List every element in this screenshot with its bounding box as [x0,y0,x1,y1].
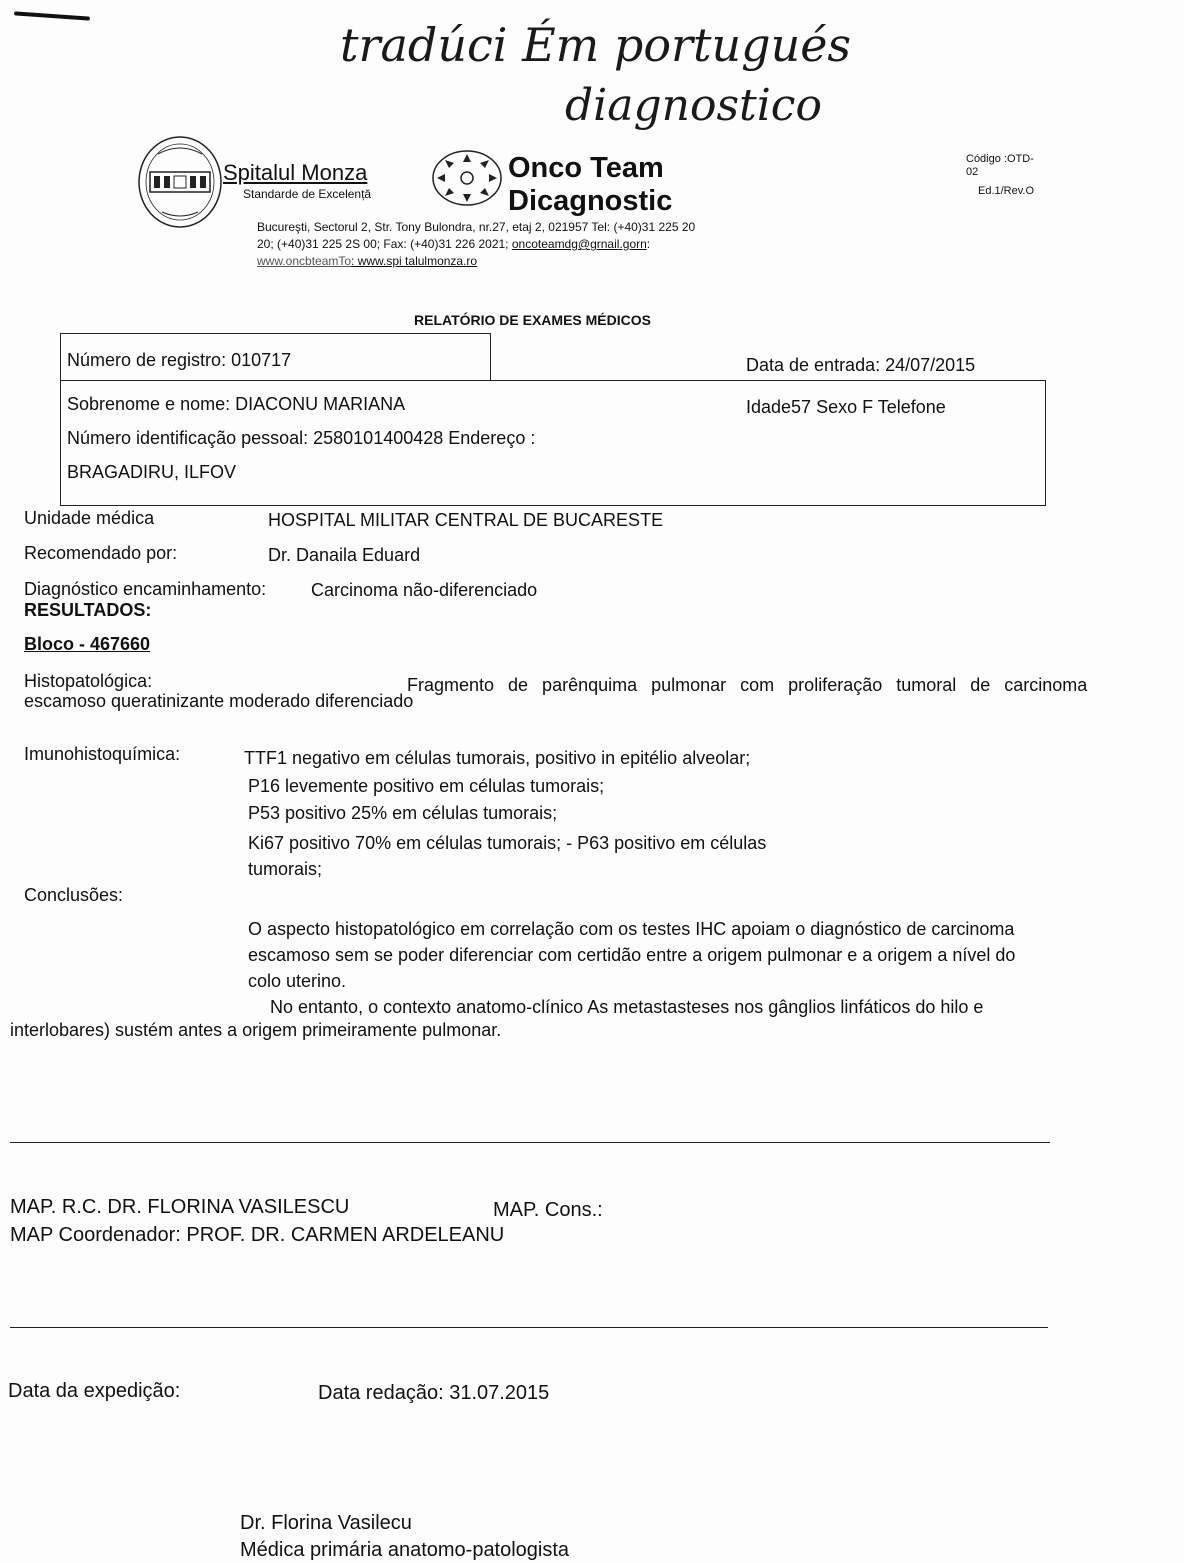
histopathology-label: Histopatológica: [24,671,153,691]
address-phones: 20; (+40)31 225 2S 00; Fax: (+40)31 226 2021; [257,237,512,251]
pen-mark [14,11,90,20]
conclusion-line: escamoso sem se poder diferenciar com certidão entre a origem pulmonar e a origem a nível do [248,945,1016,965]
medical-unit-label: Unidade médica [24,508,155,528]
recommended-by-label: Recomendado por: [24,543,178,563]
website-link-2[interactable]: : www.spi talulmonza.ro [351,254,478,268]
conclusion-line: colo uterino. [248,971,347,991]
address-line3 [257,254,477,268]
signing-doctor-title: Médica primária anatomo-patologista [240,1539,570,1561]
conclusions-label: Conclusões: [24,885,124,905]
dispatch-date-label: Data da expedição: [8,1380,181,1402]
block-number: Bloco - 467660 [24,634,151,654]
handwritten-note-line1: tradúci Ém portugués [340,18,852,72]
map-coordinator: MAP Coordenador: PROF. DR. CARMEN ARDELEANU [10,1224,505,1246]
hospital-name: Spitalul Monza [223,160,368,185]
patient-id-address: Número identificação pessoal: 2580101400428 Endereço : [67,428,536,448]
ihc-line: P53 positivo 25% em células tumorais; [248,803,558,823]
document-edition: Ed.1/Rev.O [978,185,1035,197]
website-link-1[interactable]: www.oncbteamTo [257,254,352,268]
registration-number: Número de registro: 010717 [67,350,292,370]
hospital-tagline: Standarde de Excelență [243,187,372,201]
referral-diagnosis-label: Diagnóstico encaminhamento: [24,579,267,599]
conclusion-line: No entanto, o contexto anatomo-clínico As metastasteses nos gânglios linfáticos do hilo e [270,997,984,1017]
patient-name: Sobrenome e nome: DIACONU MARIANA [67,394,406,414]
recommended-by-value: Dr. Danaila Eduard [268,545,421,565]
patient-city: BRAGADIRU, ILFOV [67,462,237,482]
handwritten-note-line2: diagnostico [565,80,822,131]
histopathology-line1: Fragmento de parênquima pulmonar com proliferação tumoral de carcinoma [407,675,1088,695]
document-code-suffix: 02 [966,166,979,178]
email-link[interactable]: oncoteamdg@grnail.gorn [511,237,647,251]
document-code: Código :OTD- [966,153,1034,165]
hospital-seal-logo [136,134,224,235]
ihc-line: TTF1 negativo em células tumorais, positivo in epitélio alveolar; [244,748,751,768]
signing-doctor: Dr. Florina Vasilecu [240,1512,412,1534]
address-colon: : [646,237,651,251]
entry-date: Data de entrada: 24/07/2015 [746,355,976,375]
conclusion-line: O aspecto histopatológico em correlação com os testes IHC apoiam o diagnóstico de carcinoma [248,919,1015,939]
medical-unit-value: HOSPITAL MILITAR CENTRAL DE BUCARESTE [268,510,664,530]
onco-team-logo [431,148,503,213]
brand-name-line2: Dicagnostic [508,185,673,217]
ihc-line: P16 levemente positivo em células tumorais; [248,776,605,796]
referral-diagnosis-value: Carcinoma não-diferenciado [311,580,538,600]
ihc-line: Ki67 positivo 70% em células tumorais; - P63 positivo em células [248,833,767,853]
brand-name-line1: Onco Team [508,152,664,184]
ihc-line: tumorais; [248,859,323,879]
divider [10,1327,1048,1328]
patient-age-sex-phone: Idade57 Sexo F Telefone [746,397,946,417]
map-rc-signatory: MAP. R.C. DR. FLORINA VASILESCU [10,1196,350,1218]
map-cons-signatory: MAP. Cons.: [493,1199,603,1221]
report-title: RELATÓRIO DE EXAMES MÉDICOS [414,312,651,328]
histopathology-line2: escamoso queratinizante moderado diferenciado [24,691,414,711]
redaction-date: Data redação: 31.07.2015 [318,1382,550,1404]
address-line2 [257,237,650,251]
conclusion-line: interlobares) sustém antes a origem primeiramente pulmonar. [10,1020,502,1040]
address-line1: Bucureşti, Sectorul 2, Str. Tony Bulondra, nr.27, etaj 2, 021957 Tel: (+40)31 225 20 [257,220,696,234]
results-heading: RESULTADOS: [24,600,152,620]
divider [10,1142,1050,1143]
immunohistochemistry-label: Imunohistoquímica: [24,744,181,764]
